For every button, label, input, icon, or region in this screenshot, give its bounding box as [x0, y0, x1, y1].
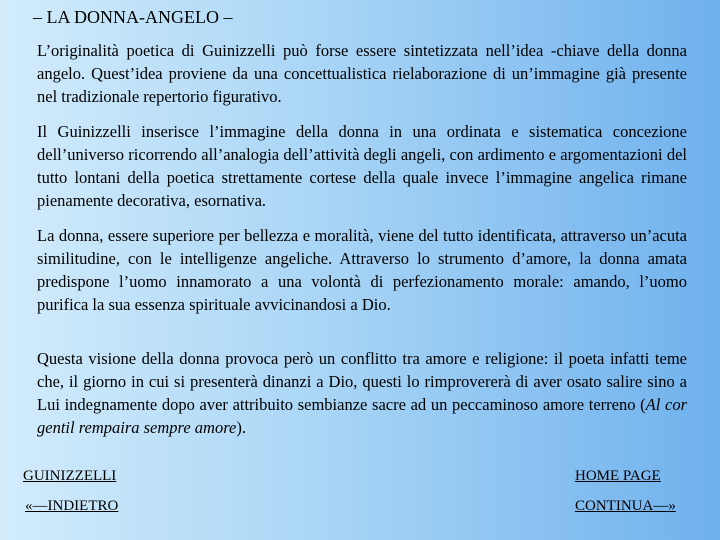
paragraph-4	[37, 347, 687, 439]
guinizzelli-link[interactable]: GUINIZZELLI	[23, 468, 117, 484]
paragraph-1: L’originalità poetica di Guinizzelli può forse essere sintetizzata nell’idea -chiave della donna angelo. Quest’idea proviene da una concettualistica rielaborazione di un’immagine già presente nel tradizionale repertorio figurativo.	[37, 41, 687, 106]
paragraph-4-end: ).	[236, 418, 246, 437]
home-page-link[interactable]: HOME PAGE	[575, 468, 661, 484]
slide-title: – LA DONNA-ANGELO –	[33, 7, 233, 27]
paragraph-2: Il Guinizzelli inserisce l’immagine della donna in una ordinata e sistematica concezione dell’universo ricorrendo all’analogia dell’attività degli angeli, con ardimento e argomentazioni del tutto lontani della poetica strettamente cortese della quale invece l’immagine angelica rimane pienamente decorativa, esornativa.	[37, 122, 687, 210]
poem-title-quote: Al cor gentil rempaira sempre amore	[37, 395, 687, 437]
paragraph-4-text: Questa visione della donna provoca però un conflitto tra amore e religione: il poeta infatti teme che, il giorno in cui si presenterà dinanzi a Dio, questi lo rimprovererà di aver osato salire sino a Lui indegnamente dopo aver attribuito sembianze sacre ad un peccaminoso amore terreno (	[37, 349, 687, 414]
continue-link[interactable]: CONTINUA—»	[575, 498, 676, 514]
paragraph-3: La donna, essere superiore per bellezza e moralità, viene del tutto identificata, attraverso un’acuta similitudine, con le intelligenze angeliche. Attraverso lo strumento d’amore, la donna amata predispone l’uomo innamorato a una volontà di perfezionamento morale: amando, l’uomo purifica la sua essenza spirituale avvicinandosi a Dio.	[37, 226, 687, 314]
back-link[interactable]: «—INDIETRO	[25, 498, 119, 514]
